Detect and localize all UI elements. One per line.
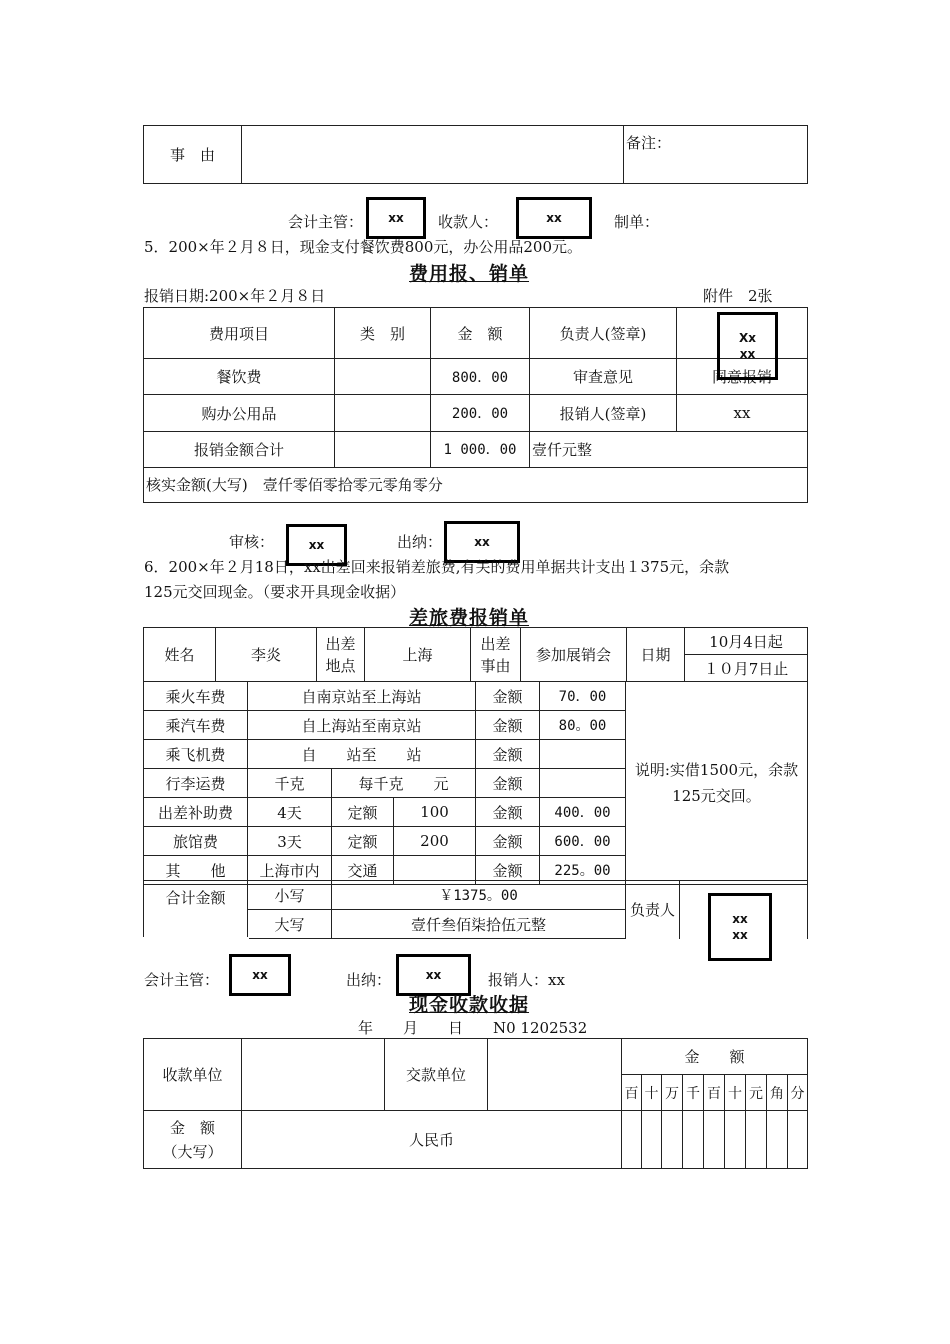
row-hotel-c1: 3天 xyxy=(248,827,332,856)
travel-header-table xyxy=(143,627,808,682)
small-label: 小写 xyxy=(248,881,332,910)
total-type xyxy=(335,431,431,467)
date-from: 10月4日起 xyxy=(685,628,808,655)
receipt-table xyxy=(143,1038,808,1169)
row-bus-name: 乘汽车费 xyxy=(144,711,248,740)
digit-cell[interactable] xyxy=(704,1111,725,1169)
supervisor-stamp: xx xyxy=(366,197,426,239)
form3-date-line: 年 月 日 N0 1202532 xyxy=(358,1019,588,1037)
row-hotel-amt-label: 金额 xyxy=(476,827,540,856)
header-person: 负责人(签章) xyxy=(530,308,677,359)
row-train-desc: 自南京站至上海站 xyxy=(248,682,476,711)
header-amount: 金 额 xyxy=(431,308,530,359)
date-to: １０月7日止 xyxy=(685,655,808,682)
row-luggage-amt xyxy=(540,769,626,798)
digit-col: 百 xyxy=(622,1075,642,1111)
reason-label: 出差 事由 xyxy=(471,628,521,682)
row-luggage-c1: 千克 xyxy=(248,769,332,798)
item5-text: 5．200×年２月８日，现金支付餐饮费800元，办公用品200元。 xyxy=(144,238,583,256)
row-luggage-amt-label: 金额 xyxy=(476,769,540,798)
row-other-c1: 上海市内 xyxy=(248,856,332,885)
form1-title: 费用报、销单 xyxy=(409,263,530,285)
row-hotel-c2: 定额 xyxy=(332,827,394,856)
row2-type xyxy=(335,395,431,431)
row-luggage-name: 行李运费 xyxy=(144,769,248,798)
table-gap-mask xyxy=(143,937,249,940)
travel-manager-stamp: xx xx xyxy=(708,893,772,961)
small-value: ￥1375。00 xyxy=(332,881,626,910)
digit-col: 分 xyxy=(788,1075,808,1111)
row-allowance-c1: 4天 xyxy=(248,798,332,827)
currency-label: 人民币 xyxy=(242,1111,622,1169)
payer-unit-value[interactable] xyxy=(488,1039,622,1111)
row1-type xyxy=(335,359,431,395)
payee-unit-value[interactable] xyxy=(242,1039,385,1111)
row-allowance-name: 出差补助费 xyxy=(144,798,248,827)
item6-line1: 6．200×年２月18日，xx出差回来报销差旅费,有关的费用单据共计支出１375元，余款 xyxy=(144,558,730,576)
row-train-amt: 70．00 xyxy=(540,682,626,711)
travel-detail-table xyxy=(143,681,808,885)
row1-amount: 800．00 xyxy=(431,359,530,395)
audit-stamp: xx xyxy=(286,524,347,566)
verified-amount: 核实金额(大写) 壹仟零佰零拾零元零角零分 xyxy=(144,467,808,502)
place-label: 出差 地点 xyxy=(317,628,365,682)
digit-cell[interactable] xyxy=(767,1111,788,1169)
total-words: 壹仟元整 xyxy=(530,431,808,467)
row2-amount: 200．00 xyxy=(431,395,530,431)
reason-value[interactable] xyxy=(242,126,624,184)
row-other-amt-label: 金额 xyxy=(476,856,540,885)
digit-col: 元 xyxy=(746,1075,767,1111)
row-allowance-amt: 400．00 xyxy=(540,798,626,827)
maker-label: 制单： xyxy=(614,213,660,231)
amount-header: 金 额 xyxy=(622,1039,808,1075)
header-item: 费用项目 xyxy=(144,308,335,359)
big-value: 壹仟叁佰柒拾伍元整 xyxy=(332,910,626,939)
digit-col: 万 xyxy=(662,1075,683,1111)
row-other-name: 其 他 xyxy=(144,856,248,885)
payee-unit-label: 收款单位 xyxy=(144,1039,242,1111)
manager-stamp: Xx xx xyxy=(717,312,778,380)
date-label: 日期 xyxy=(627,628,685,682)
amount-words-label: 金 额 （大写） xyxy=(144,1111,242,1169)
travel-note: 说明:实借1500元，余款 125元交回。 xyxy=(626,682,808,885)
row-train-amt-label: 金额 xyxy=(476,682,540,711)
digit-cell[interactable] xyxy=(746,1111,767,1169)
row-hotel-c3: 200 xyxy=(394,827,476,856)
row-hotel-name: 旅馆费 xyxy=(144,827,248,856)
item6-line2: 125元交回现金。（要求开具现金收据） xyxy=(144,583,406,601)
claimant-label: 报销人(签章) xyxy=(530,395,677,431)
payee-stamp: xx xyxy=(516,197,592,239)
digit-col: 十 xyxy=(642,1075,662,1111)
supervisor-label: 会计主管： xyxy=(288,213,364,231)
notes-label: 备注： xyxy=(624,126,808,184)
digit-col: 十 xyxy=(725,1075,746,1111)
total-amount: 1 000．00 xyxy=(431,431,530,467)
big-label: 大写 xyxy=(248,910,332,939)
claimant-value: xx xyxy=(677,395,808,431)
audit-label: 审核： xyxy=(229,533,275,551)
digit-cell[interactable] xyxy=(622,1111,642,1169)
form3-title: 现金收款收据 xyxy=(409,994,530,1016)
digit-col: 百 xyxy=(704,1075,725,1111)
digit-cell[interactable] xyxy=(725,1111,746,1169)
payee-label: 收款人： xyxy=(438,213,499,231)
row-hotel-amt: 600．00 xyxy=(540,827,626,856)
row-bus-amt-label: 金额 xyxy=(476,711,540,740)
review-value: 同意报销 xyxy=(677,359,808,395)
row-allowance-c2: 定额 xyxy=(332,798,394,827)
row-bus-amt: 80。00 xyxy=(540,711,626,740)
digit-cell[interactable] xyxy=(642,1111,662,1169)
name-value: 李炎 xyxy=(216,628,317,682)
row-plane-amt-label: 金额 xyxy=(476,740,540,769)
digit-col: 角 xyxy=(767,1075,788,1111)
row-train-name: 乘火车费 xyxy=(144,682,248,711)
reason-label: 事 由 xyxy=(144,126,242,184)
row-other-amt: 225。00 xyxy=(540,856,626,885)
supervisor-stamp-3: xx xyxy=(229,954,291,996)
form1-date: 报销日期:200×年２月８日 xyxy=(144,287,326,305)
review-label: 审查意见 xyxy=(530,359,677,395)
digit-cell[interactable] xyxy=(683,1111,704,1169)
cashier-stamp-3: xx xyxy=(396,954,471,996)
cashier-stamp: xx xyxy=(444,521,520,563)
row2-item: 购办公用品 xyxy=(144,395,335,431)
name-label: 姓名 xyxy=(144,628,216,682)
row-bus-desc: 自上海站至南京站 xyxy=(248,711,476,740)
row-plane-amt xyxy=(540,740,626,769)
form1-attachment: 附件 2张 xyxy=(703,287,773,305)
total-label: 报销金额合计 xyxy=(144,431,335,467)
row-allowance-c3: 100 xyxy=(394,798,476,827)
expense-table xyxy=(143,307,808,503)
reason-value: 参加展销会 xyxy=(521,628,627,682)
row1-item: 餐饮费 xyxy=(144,359,335,395)
payer-unit-label: 交款单位 xyxy=(385,1039,488,1111)
supervisor-label-3: 会计主管： xyxy=(144,971,220,989)
place-value: 上海 xyxy=(365,628,471,682)
digit-cell[interactable] xyxy=(662,1111,683,1169)
row-luggage-c2: 每千克 元 xyxy=(332,769,476,798)
total-label-cell: 合计金额 xyxy=(144,881,248,939)
cashier-label: 出纳： xyxy=(397,533,443,551)
row-plane-desc: 自 站至 站 xyxy=(248,740,476,769)
row-other-c2: 交通 xyxy=(332,856,394,885)
digit-cell[interactable] xyxy=(788,1111,808,1169)
claimant-label-3: 报销人：xx xyxy=(488,971,565,989)
form2-title: 差旅费报销单 xyxy=(409,607,530,629)
header-type: 类 别 xyxy=(335,308,431,359)
row-plane-name: 乘飞机费 xyxy=(144,740,248,769)
row-allowance-amt-label: 金额 xyxy=(476,798,540,827)
digit-col: 千 xyxy=(683,1075,704,1111)
manager-label: 负责人 xyxy=(626,881,680,939)
cashier-label-3: 出纳： xyxy=(346,971,392,989)
top-reason-table xyxy=(143,125,808,184)
